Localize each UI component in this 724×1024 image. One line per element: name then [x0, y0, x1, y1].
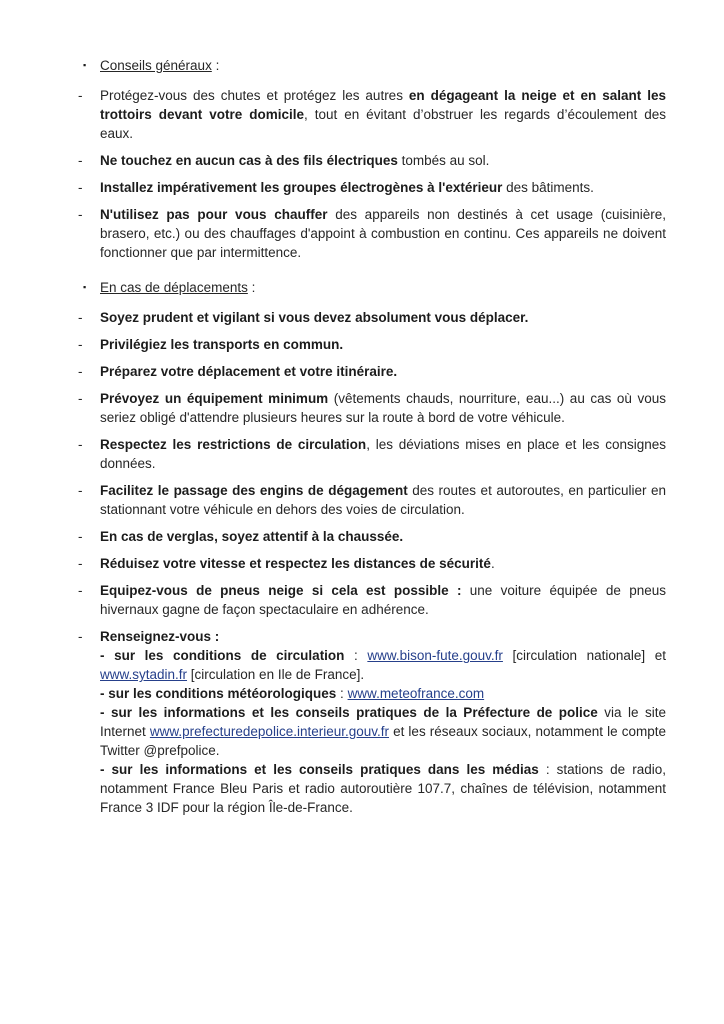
list-item	[78, 481, 666, 519]
text-run: Facilitez le passage des engins de dégagement	[100, 483, 408, 498]
list-item	[78, 389, 666, 427]
hyperlink[interactable]: www.bison-fute.gouv.fr	[367, 648, 503, 663]
list-item	[78, 581, 666, 619]
text-run: [circulation nationale] et	[502, 648, 666, 663]
text-run: En cas de verglas, soyez attentif à la chaussée.	[100, 529, 404, 544]
text-run: Renseignez-vous :	[100, 629, 220, 644]
list-item	[78, 527, 666, 546]
text-run: .	[490, 556, 495, 571]
dash-bullet-icon: -	[78, 437, 83, 452]
list-item	[78, 86, 666, 143]
dash-bullet-icon: -	[78, 629, 83, 644]
text-run: :	[344, 648, 368, 663]
text-run: N'utilisez pas pour vous chauffer	[100, 207, 328, 222]
text-run: - sur les informations et les conseils pratiques de la Préfecture de police	[100, 705, 598, 720]
text-run: via le site Internet	[100, 705, 666, 739]
list-item-text	[100, 86, 666, 143]
list-item-text	[100, 527, 666, 546]
text-run: Ne touchez en aucun cas à des fils électriques	[100, 153, 398, 168]
list-item	[78, 627, 666, 817]
text-run: En cas de déplacements	[100, 280, 248, 295]
list-item	[78, 435, 666, 473]
section-1	[78, 278, 666, 817]
text-run: tombés au sol.	[397, 153, 490, 168]
text-run: des routes et autoroutes, en particulier en stationnant votre véhicule en dehors des voies de circulation.	[100, 483, 666, 517]
list-item	[78, 151, 666, 170]
hyperlink[interactable]: www.prefecturedepolice.interieur.gouv.fr	[149, 724, 389, 739]
list-item-text	[100, 581, 666, 619]
section-heading	[78, 56, 666, 75]
hyperlink[interactable]: www.sytadin.fr	[100, 667, 188, 682]
list-item-text	[100, 335, 666, 354]
sub-item-text	[100, 646, 666, 684]
list-item-text	[100, 554, 666, 573]
dash-bullet-icon: -	[78, 207, 83, 222]
dash-bullet-icon: -	[78, 364, 83, 379]
dash-bullet-icon: -	[78, 153, 83, 168]
list-item-text	[100, 481, 666, 519]
text-run: une voiture équipée de pneus hivernaux gagne de façon spectaculaire en adhérence.	[100, 583, 666, 617]
sub-item-text	[100, 703, 666, 760]
list-item-text	[100, 435, 666, 473]
text-run: : stations de radio, notamment France Bleu Paris et radio autoroutière 107.7, chaînes de télévision, notamment France 3 IDF pour la région Île-de-France.	[100, 762, 666, 815]
text-run: - sur les conditions météorologiques	[100, 686, 337, 701]
section-heading-text	[100, 280, 255, 295]
dash-bullet-icon: -	[78, 583, 83, 598]
list-item-text	[100, 308, 666, 327]
text-run: des appareils non destinés à cet usage (cuisinière, brasero, etc.) ou des chauffages d'appoint à combustion en continu. Ces appareils ne doivent fonctionner que par intermittence.	[100, 207, 667, 260]
text-run: :	[336, 686, 348, 701]
text-run: [circulation en Ile de France].	[187, 667, 365, 682]
text-run: (vêtements chauds, nourriture, eau...) au cas où vous seriez obligé d'attendre plusieurs heures sur la route à bord de votre véhicule.	[100, 391, 667, 425]
list-item-text	[100, 627, 666, 817]
section-heading-text	[100, 58, 219, 73]
list-item-text	[100, 151, 666, 170]
text-run: Privilégiez les transports en commun.	[100, 337, 344, 352]
text-run: - sur les conditions de circulation	[100, 648, 345, 663]
text-run: :	[247, 280, 256, 295]
text-run: , les déviations mises en place et les consignes données.	[100, 437, 666, 471]
list-item	[78, 178, 666, 197]
sub-item-text	[100, 684, 666, 703]
text-run: Installez impérativement les groupes électrogènes à l'extérieur	[100, 180, 503, 195]
text-run: Equipez-vous de pneus neige si cela est possible :	[100, 583, 462, 598]
dash-bullet-icon: -	[78, 337, 83, 352]
square-bullet-icon: ▪	[83, 60, 87, 70]
text-run: Protégez-vous des chutes et protégez les autres	[100, 88, 409, 103]
section-0	[78, 56, 666, 262]
text-run: et les réseaux sociaux, notamment le compte Twitter @prefpolice.	[100, 724, 666, 758]
list-item	[78, 335, 666, 354]
section-heading	[78, 278, 666, 297]
text-run: en dégageant la neige et en salant les trottoirs devant votre domicile	[100, 88, 666, 122]
text-run: , tout en évitant d’obstruer les regards d’écoulement des eaux.	[100, 107, 666, 141]
text-run: Préparez votre déplacement et votre itinéraire.	[100, 364, 398, 379]
list-item	[78, 362, 666, 381]
dash-bullet-icon: -	[78, 391, 83, 406]
text-run: - sur les informations et les conseils pratiques dans les médias	[100, 762, 539, 777]
list-item	[78, 554, 666, 573]
list-item-text	[100, 205, 666, 262]
text-run: :	[211, 58, 220, 73]
dash-bullet-icon: -	[78, 483, 83, 498]
hyperlink[interactable]: www.meteofrance.com	[347, 686, 485, 701]
list-item-text	[100, 389, 666, 427]
dash-bullet-icon: -	[78, 556, 83, 571]
list-item	[78, 205, 666, 262]
dash-bullet-icon: -	[78, 310, 83, 325]
text-run: Conseils généraux	[100, 58, 212, 73]
dash-bullet-icon: -	[78, 88, 83, 103]
square-bullet-icon: ▪	[83, 282, 87, 292]
text-run: Prévoyez un équipement minimum	[100, 391, 329, 406]
text-run: des bâtiments.	[502, 180, 594, 195]
sub-item-text	[100, 760, 666, 817]
dash-bullet-icon: -	[78, 529, 83, 544]
text-run: Réduisez votre vitesse et respectez les distances de sécurité	[100, 556, 491, 571]
text-run: Soyez prudent et vigilant si vous devez absolument vous déplacer.	[100, 310, 529, 325]
text-run: Respectez les restrictions de circulation	[100, 437, 367, 452]
document-body	[78, 56, 666, 817]
list-item	[78, 308, 666, 327]
list-item-text	[100, 178, 666, 197]
list-item-text	[100, 362, 666, 381]
dash-bullet-icon: -	[78, 180, 83, 195]
